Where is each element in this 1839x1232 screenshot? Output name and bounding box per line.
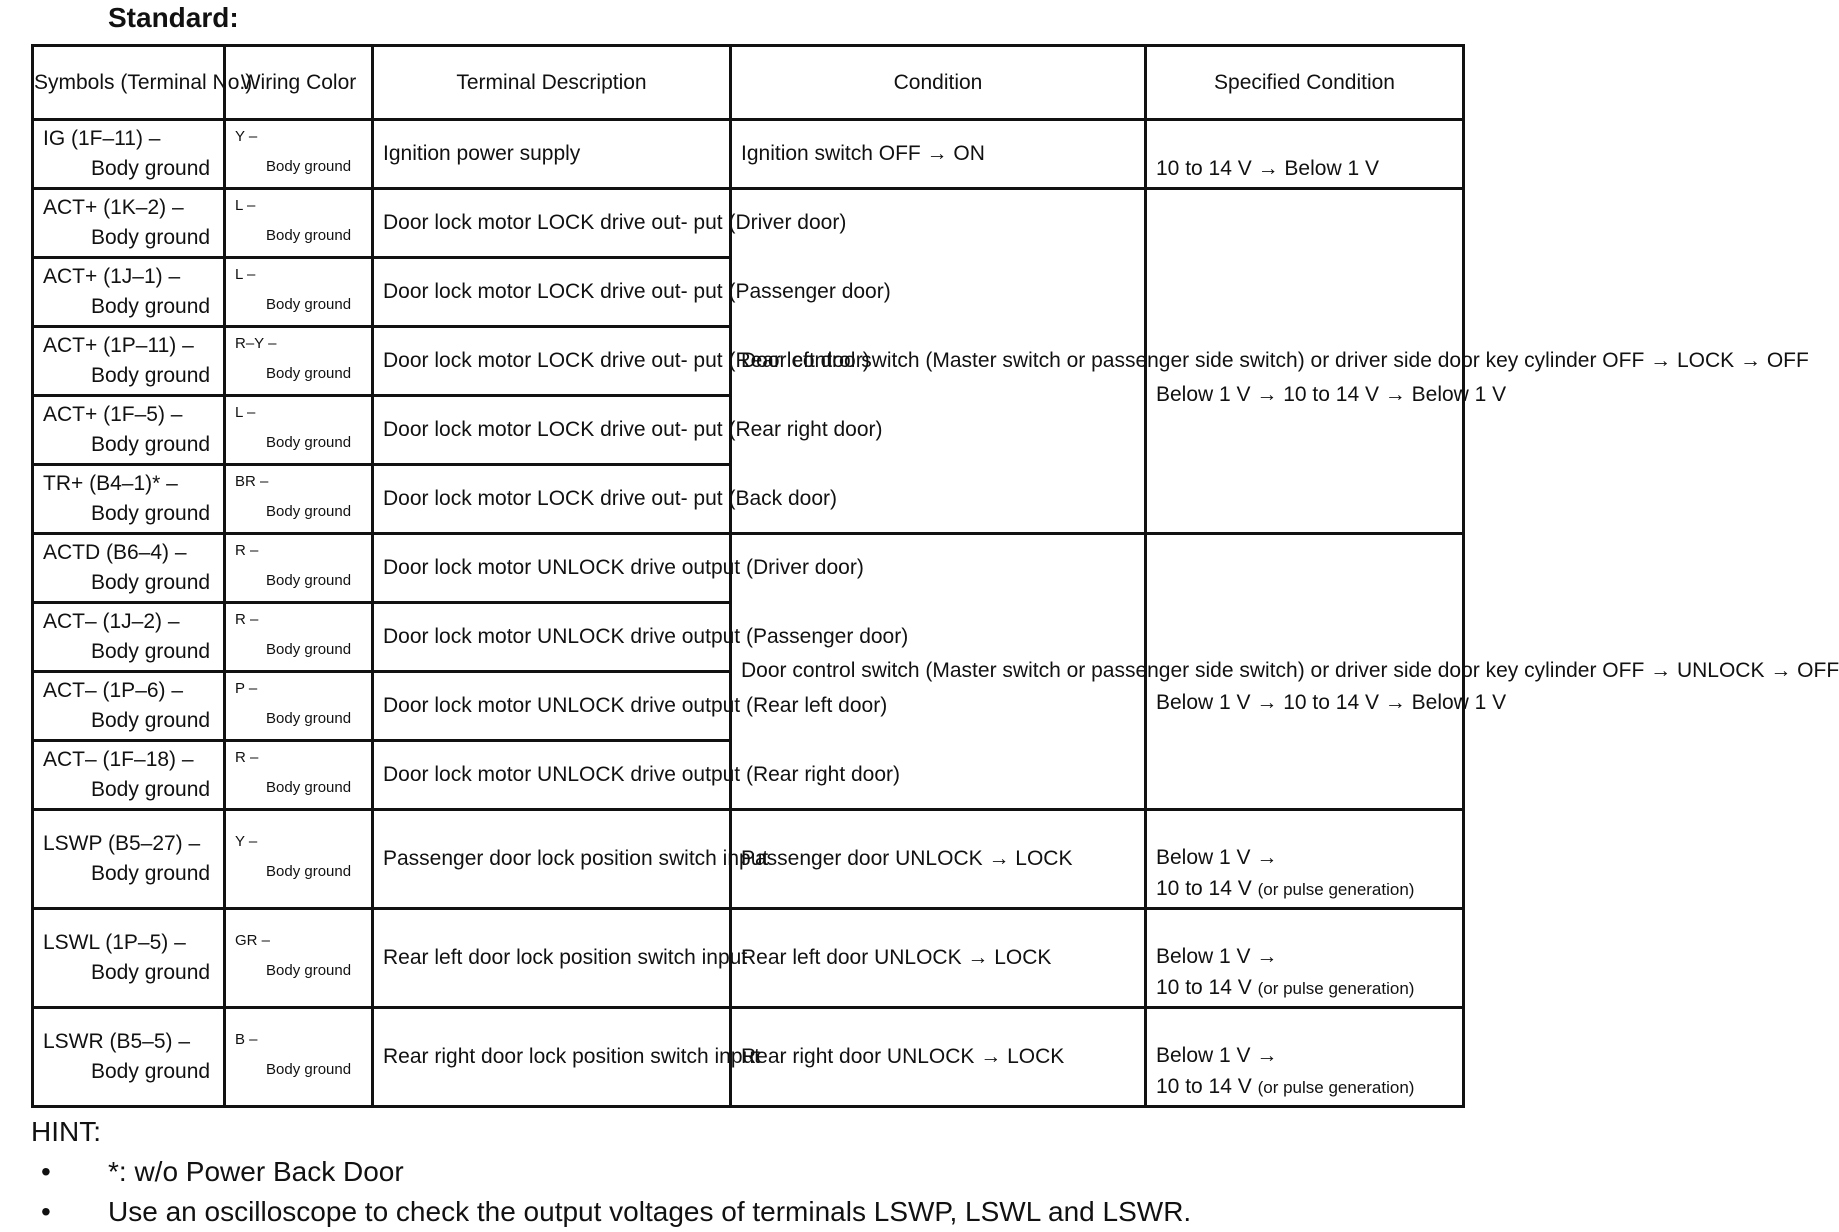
hint-list [31, 1152, 1191, 1232]
description-cell: Passenger door lock position switch input [373, 810, 731, 909]
specified-cell: Below 1 V → 10 to 14 V (or pulse generation) [1146, 1008, 1464, 1107]
wiring-color-cell: R – Body ground [225, 741, 373, 810]
specified-cell: 10 to 14 V → Below 1 V [1146, 120, 1464, 189]
wiring-color-cell: GR – Body ground [225, 909, 373, 1008]
condition-cell: Passenger door UNLOCK → LOCK [731, 810, 1146, 909]
list-item: • *: w/o Power Back Door [31, 1152, 1191, 1192]
wiring-color-cell: R – Body ground [225, 534, 373, 603]
description-cell: Door lock motor LOCK drive out- put (Driver door) [373, 189, 731, 258]
wiring-color-cell: B – Body ground [225, 1008, 373, 1107]
symbol-cell: ACTD (B6–4) – Body ground [33, 534, 225, 603]
symbol-cell: ACT– (1J–2) – Body ground [33, 603, 225, 672]
description-cell: Rear right door lock position switch input [373, 1008, 731, 1107]
symbol-cell: ACT– (1P–6) – Body ground [33, 672, 225, 741]
condition-cell: Rear right door UNLOCK → LOCK [731, 1008, 1146, 1107]
specified-cell: Below 1 V → 10 to 14 V (or pulse generation) [1146, 810, 1464, 909]
symbol-cell: ACT+ (1F–5) – Body ground [33, 396, 225, 465]
description-cell: Door lock motor LOCK drive out- put (Passenger door) [373, 258, 731, 327]
symbol-cell: ACT– (1F–18) – Body ground [33, 741, 225, 810]
wiring-color-cell: BR – Body ground [225, 465, 373, 534]
description-cell: Door lock motor UNLOCK drive output (Passenger door) [373, 603, 731, 672]
description-cell: Door lock motor LOCK drive out- put (Rear right door) [373, 396, 731, 465]
description-cell: Door lock motor LOCK drive out- put (Rear left door) [373, 327, 731, 396]
symbol-cell: TR+ (B4–1)* – Body ground [33, 465, 225, 534]
symbol-cell: LSWR (B5–5) – Body ground [33, 1008, 225, 1107]
symbol-cell: ACT+ (1K–2) – Body ground [33, 189, 225, 258]
wiring-color-cell: R – Body ground [225, 603, 373, 672]
bullet-icon: • [41, 1196, 51, 1227]
symbol-cell: ACT+ (1P–11) – Body ground [33, 327, 225, 396]
wiring-color-cell: L – Body ground [225, 396, 373, 465]
condition-cell-unlock: Door control switch (Master switch or passenger side switch) or driver side door key cylinder OFF → UNLOCK → OFF [731, 534, 1146, 810]
specified-cell-unlock: Below 1 V → 10 to 14 V → Below 1 V [1146, 534, 1464, 810]
header-wiring-color: Wiring Color [225, 46, 373, 120]
table-row [33, 120, 1464, 189]
wiring-color-cell: P – Body ground [225, 672, 373, 741]
table-row [33, 909, 1464, 1008]
wiring-color-cell: L – Body ground [225, 258, 373, 327]
standard-table [31, 44, 1839, 1108]
list-item: • Use an oscilloscope to check the output voltages of terminals LSWP, LSWL and LSWR. [31, 1192, 1191, 1232]
table-row [33, 189, 1464, 258]
specified-cell: Below 1 V → 10 to 14 V (or pulse generation) [1146, 909, 1464, 1008]
description-cell: Door lock motor UNLOCK drive output (Rear right door) [373, 741, 731, 810]
table-row [33, 810, 1464, 909]
wiring-color-cell: Y – Body ground [225, 120, 373, 189]
wiring-color-cell: R–Y – Body ground [225, 327, 373, 396]
header-specified-condition: Specified Condition [1146, 46, 1464, 120]
header-terminal-description: Terminal Description [373, 46, 731, 120]
description-cell: Door lock motor UNLOCK drive output (Driver door) [373, 534, 731, 603]
condition-cell: Ignition switch OFF → ON [731, 120, 1146, 189]
condition-cell-lock: Door control switch (Master switch or passenger side switch) or driver side door key cylinder OFF → LOCK → OFF [731, 189, 1146, 534]
symbol-cell: LSWL (1P–5) – Body ground [33, 909, 225, 1008]
symbol-cell: IG (1F–11) – Body ground [33, 120, 225, 189]
hint-label: HINT: [31, 1116, 101, 1147]
header-symbols: Symbols (Terminal No.) [33, 46, 225, 120]
symbol-cell: LSWP (B5–27) – Body ground [33, 810, 225, 909]
description-cell: Ignition power supply [373, 120, 731, 189]
symbol-cell: ACT+ (1J–1) – Body ground [33, 258, 225, 327]
header-row [33, 46, 1464, 120]
page-title: Standard: [108, 2, 239, 33]
table-row [33, 534, 1464, 603]
description-cell: Door lock motor LOCK drive out- put (Back door) [373, 465, 731, 534]
condition-cell: Rear left door UNLOCK → LOCK [731, 909, 1146, 1008]
bullet-icon: • [41, 1156, 51, 1187]
wiring-color-cell: Y – Body ground [225, 810, 373, 909]
description-cell: Door lock motor UNLOCK drive output (Rear left door) [373, 672, 731, 741]
header-condition: Condition [731, 46, 1146, 120]
specified-cell-lock: Below 1 V → 10 to 14 V → Below 1 V [1146, 189, 1464, 534]
table-row [33, 1008, 1464, 1107]
description-cell: Rear left door lock position switch input [373, 909, 731, 1008]
wiring-color-cell: L – Body ground [225, 189, 373, 258]
